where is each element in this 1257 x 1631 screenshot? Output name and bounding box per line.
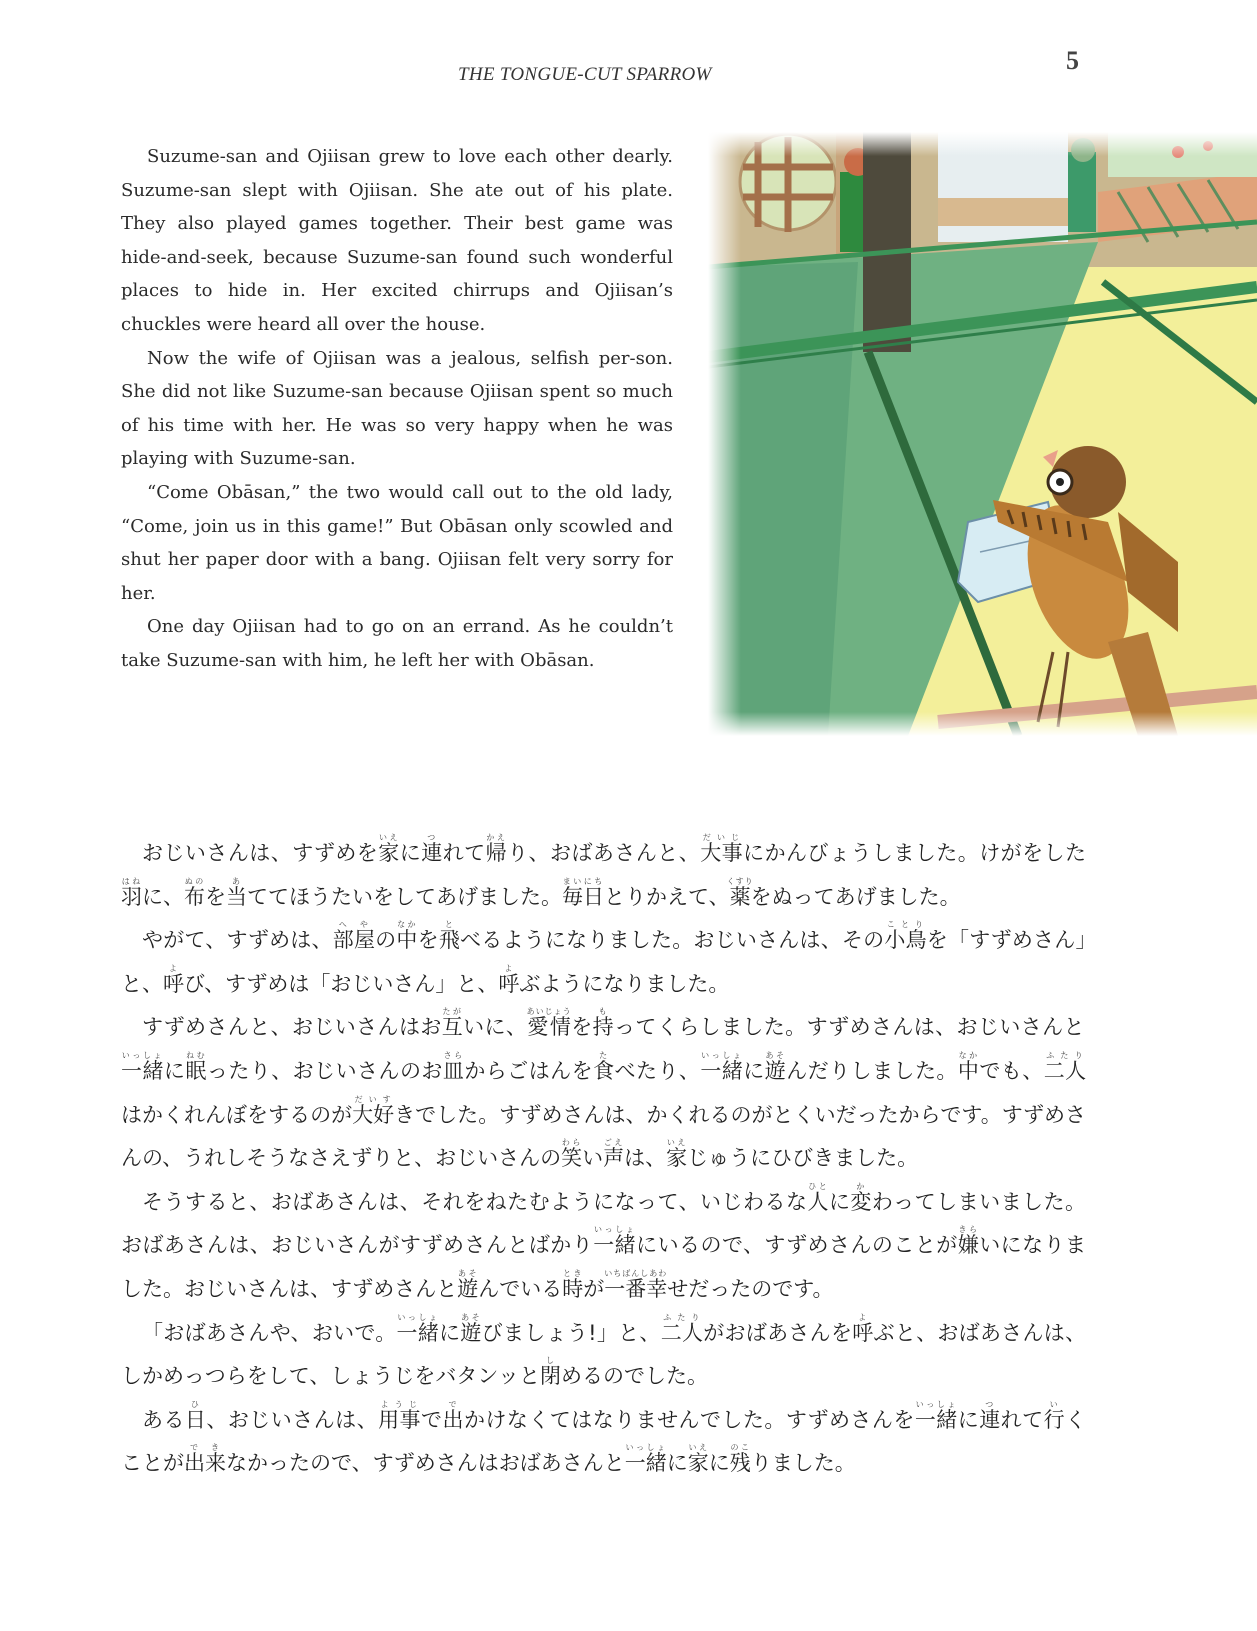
furigana-word: 一緒いっしょ (121, 1050, 164, 1083)
furigana-word: 持も (592, 1007, 615, 1040)
furigana-word: 笑わら (561, 1138, 583, 1171)
furigana-word: 愛情あいじょう (526, 1007, 572, 1040)
furigana-word: 部屋へや (332, 920, 376, 953)
furigana-word: 大好だいす (352, 1094, 395, 1127)
furigana-word: 行い (1043, 1399, 1066, 1432)
furigana-word: 遊あそ (460, 1312, 482, 1345)
english-paragraph: One day Ojiisan had to go on an errand. As he couldn’t take Suzume-san with him, he left her with Obāsan. (121, 616, 673, 671)
japanese-paragraph: やがて、すずめは、部屋へやの中なかを飛とべるようになりました。おじいさんは、その小鳥ことりを「すずめさん」と、呼よび、すずめは「おじいさん」と、呼よぶようになりました。 (121, 920, 1087, 996)
furigana-word: 互たが (441, 1007, 464, 1040)
illustration-sparrow-tatami (708, 132, 1257, 736)
furigana-word: 眠ねむ (185, 1050, 207, 1083)
furigana-word: 飛と (438, 920, 461, 953)
english-paragraph: Now the wife of Ojiisan was a jealous, selfish per-son. She did not like Suzume-san because Ojiisan spent so much of his time with her. He was so very happy when he was playing with Suzume-san. (121, 347, 673, 470)
english-paragraph: Suzume-san and Ojiisan grew to love each other dearly. Suzume-san slept with Ojiisan. She ate out of his plate. They also played games together. Their best game was hide-and-seek, because Suzume-san found such wonderful places to hide in. Her excited chirrups and Ojiisan’s chuckles were heard all over the house. (121, 146, 673, 335)
furigana-word: 一緒いっしょ (593, 1225, 637, 1258)
furigana-word: 出で (442, 1399, 464, 1432)
running-head-title: THE TONGUE-CUT SPARROW (458, 64, 712, 85)
furigana-word: 声ごえ (603, 1138, 625, 1171)
furigana-word: 当あ (226, 876, 247, 909)
furigana-word: 小鳥ことり (884, 920, 927, 953)
furigana-word: 変か (850, 1181, 872, 1214)
furigana-word: 二人ふたり (1043, 1050, 1087, 1083)
furigana-word: 時とき (562, 1268, 584, 1301)
japanese-paragraph: おじいさんは、すずめを家いえに連つれて帰かえり、おばあさんと、大事だいじにかんびょうしました。けがをした羽はねに、布ぬのを当あててほうたいをしてあげました。毎日まいにちとりかえて、薬くすりをぬってあげました。 (121, 833, 1087, 909)
furigana-word: 閉し (539, 1356, 561, 1389)
furigana-word: 一緒いっしょ (624, 1443, 667, 1476)
furigana-word: 家いえ (378, 833, 400, 865)
japanese-story-text (121, 832, 1086, 1486)
furigana-word: 帰かえ (485, 833, 508, 865)
furigana-word: 呼よ (852, 1312, 874, 1345)
furigana-word: 呼よ (163, 963, 184, 996)
furigana-word: 中なか (396, 920, 418, 953)
furigana-word: 毎日まいにち (562, 876, 604, 909)
furigana-word: 布ぬの (184, 876, 205, 909)
furigana-word: 連つ (979, 1399, 1001, 1432)
furigana-word: 嫌きら (957, 1225, 980, 1258)
japanese-paragraph: ある日ひ、おじいさんは、用事ようじで出でかけなくてはなりませんでした。すずめさんを一緒いっしょに連つれて行いくことが出来できなかったので、すずめさんはおばあさんと一緒いっしょに家いえに残のこりました。 (121, 1399, 1087, 1476)
furigana-word: 一番幸いちばんしあわ (604, 1268, 668, 1301)
furigana-word: 残のこ (729, 1443, 751, 1476)
furigana-word: 一緒いっしょ (700, 1050, 744, 1083)
furigana-word: 呼よ (498, 963, 520, 996)
japanese-paragraph: 「おばあさんや、おいで。一緒いっしょに遊あそびましょう!」と、二人ふたりがおばあさんを呼よぶと、おばあさんは、しかめっつらをして、しょうじをバタンッと閉しめるのでした。 (121, 1312, 1087, 1389)
furigana-word: 一緒いっしょ (914, 1399, 958, 1432)
furigana-word: 一緒いっしょ (396, 1312, 440, 1345)
furigana-word: 遊あそ (457, 1268, 479, 1301)
english-paragraph: “Come Obāsan,” the two would call out to the old lady, “Come, join us in this game!” But Obāsan only scowled and shut her paper door with a bang. Ojiisan felt very sorry for her. (121, 481, 673, 604)
page-number: 5 (1066, 46, 1079, 75)
furigana-word: 皿さら (442, 1050, 465, 1083)
furigana-word: 家いえ (666, 1138, 688, 1171)
japanese-paragraph: そうすると、おばあさんは、それをねたむようになって、いじわるな人ひとに変かわってしまいました。おばあさんは、おじいさんがすずめさんとばかり一緒いっしょにいるので、すずめさんのことが嫌きらいになりました。おじいさんは、すずめさんと遊あそんでいる時ときが一番幸いちばんしあわせだったのです。 (121, 1181, 1087, 1301)
english-story-text (121, 140, 673, 678)
furigana-word: 遊あそ (764, 1050, 787, 1083)
furigana-word: 人ひと (807, 1181, 829, 1214)
furigana-word: 食た (593, 1050, 615, 1083)
furigana-word: 中なか (957, 1050, 980, 1083)
furigana-word: 家いえ (687, 1443, 709, 1476)
furigana-word: 大事だいじ (700, 833, 744, 865)
story-illustration (708, 132, 1257, 736)
furigana-word: 用事ようじ (378, 1399, 421, 1432)
furigana-word: 日ひ (184, 1399, 207, 1432)
furigana-word: 羽はね (121, 876, 142, 909)
furigana-word: 薬くすり (726, 876, 754, 909)
japanese-paragraph: すずめさんと、おじいさんはお互たがいに、愛情あいじょうを持もってくらしました。すずめさんは、おじいさんと一緒いっしょに眠ねむったり、おじいさんのお皿さらからごはんを食たべたり、一緒いっしょに遊あそんだりしました。中なかでも、二人ふたりはかくれんぼをするのが大好だいすきでした。すずめさんは、かくれるのがとくいだったからです。すずめさんの、うれしそうなさえずりと、おじいさんの笑わらい声ごえは、家いえじゅうにひびきました。 (121, 1007, 1087, 1171)
furigana-word: 二人ふたり (660, 1312, 704, 1345)
furigana-word: 出来でき (184, 1443, 226, 1476)
furigana-word: 連つ (421, 833, 443, 865)
